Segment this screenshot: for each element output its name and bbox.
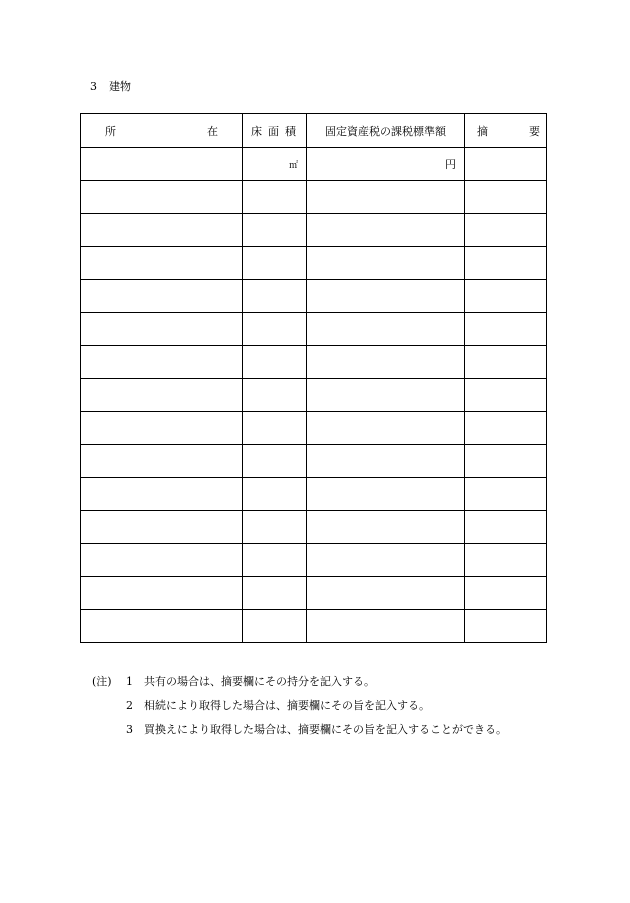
table-row: [81, 214, 547, 247]
location-cell[interactable]: [81, 313, 243, 346]
note-number: 3: [126, 723, 133, 736]
floor-area-cell[interactable]: [243, 610, 307, 643]
header-location-char-1: 所: [105, 124, 116, 138]
remarks-cell[interactable]: [465, 445, 547, 478]
header-remarks-char-1: 摘: [477, 124, 488, 138]
location-cell[interactable]: [81, 412, 243, 445]
table-row: [81, 247, 547, 280]
location-cell[interactable]: [81, 610, 243, 643]
header-tax-value: 固定資産税の課税標準額: [307, 114, 465, 148]
table-row: [81, 511, 547, 544]
remarks-cell[interactable]: [465, 148, 547, 181]
location-cell[interactable]: [81, 544, 243, 577]
yen-unit: 円: [445, 158, 456, 171]
remarks-cell[interactable]: [465, 181, 547, 214]
buildings-table: [80, 113, 547, 643]
note-item-3: [92, 718, 507, 742]
remarks-cell[interactable]: [465, 412, 547, 445]
section-heading: 建物: [109, 80, 131, 93]
table-row: [81, 610, 547, 643]
floor-area-cell[interactable]: [243, 412, 307, 445]
table-row: [81, 412, 547, 445]
section-title: [90, 80, 131, 94]
tax-value-cell[interactable]: [307, 544, 465, 577]
location-cell[interactable]: [81, 280, 243, 313]
location-cell[interactable]: [81, 181, 243, 214]
floor-area-cell[interactable]: [243, 214, 307, 247]
note-text: 共有の場合は、摘要欄にその持分を記入する。: [144, 675, 375, 688]
note-number: 1: [126, 675, 133, 688]
location-cell[interactable]: [81, 445, 243, 478]
table-row: [81, 577, 547, 610]
table-row: [81, 445, 547, 478]
note-item-2: [92, 694, 507, 718]
remarks-cell[interactable]: [465, 478, 547, 511]
floor-area-cell[interactable]: [243, 379, 307, 412]
header-floor-area-char-1: 床: [251, 124, 262, 138]
tax-value-cell[interactable]: [307, 181, 465, 214]
tax-value-cell[interactable]: [307, 412, 465, 445]
note-item-1: [92, 670, 507, 694]
tax-value-cell[interactable]: [307, 214, 465, 247]
note-text: 相続により取得した場合は、摘要欄にその旨を記入する。: [144, 699, 430, 712]
location-cell[interactable]: [81, 379, 243, 412]
table-row-first: [81, 148, 547, 181]
table-row: [81, 280, 547, 313]
header-remarks-char-2: 要: [529, 124, 540, 138]
remarks-cell[interactable]: [465, 346, 547, 379]
floor-area-cell[interactable]: [243, 544, 307, 577]
tax-value-cell[interactable]: [307, 148, 465, 181]
remarks-cell[interactable]: [465, 511, 547, 544]
notes-prefix: (注): [92, 675, 112, 688]
remarks-cell[interactable]: [465, 544, 547, 577]
floor-area-cell[interactable]: [243, 280, 307, 313]
header-floor-area: [243, 114, 307, 148]
table-row: [81, 346, 547, 379]
table-row: [81, 379, 547, 412]
header-location: [81, 114, 243, 148]
header-floor-area-char-3: 積: [285, 124, 296, 138]
location-cell[interactable]: [81, 214, 243, 247]
remarks-cell[interactable]: [465, 379, 547, 412]
tax-value-cell[interactable]: [307, 445, 465, 478]
table-row: [81, 544, 547, 577]
tax-value-cell[interactable]: [307, 379, 465, 412]
tax-value-cell[interactable]: [307, 247, 465, 280]
tax-value-cell[interactable]: [307, 280, 465, 313]
table-body: [81, 148, 547, 643]
remarks-cell[interactable]: [465, 280, 547, 313]
remarks-cell[interactable]: [465, 214, 547, 247]
floor-area-cell[interactable]: [243, 181, 307, 214]
floor-area-cell[interactable]: [243, 247, 307, 280]
header-location-char-2: 在: [207, 124, 218, 138]
note-number: 2: [126, 699, 133, 712]
location-cell[interactable]: [81, 478, 243, 511]
location-cell[interactable]: [81, 346, 243, 379]
floor-area-cell[interactable]: [243, 346, 307, 379]
location-cell[interactable]: [81, 577, 243, 610]
table-row: [81, 181, 547, 214]
section-number: 3: [90, 80, 97, 93]
notes-section: [92, 670, 507, 742]
tax-value-cell[interactable]: [307, 313, 465, 346]
tax-value-cell[interactable]: [307, 511, 465, 544]
header-remarks: [465, 114, 547, 148]
floor-area-cell[interactable]: [243, 478, 307, 511]
header-row: [81, 114, 547, 148]
location-cell[interactable]: [81, 511, 243, 544]
square-meter-unit: ㎡: [288, 161, 298, 171]
table-row: [81, 313, 547, 346]
table-row: [81, 478, 547, 511]
header-floor-area-char-2: 面: [268, 124, 279, 138]
floor-area-cell[interactable]: [243, 577, 307, 610]
remarks-cell[interactable]: [465, 313, 547, 346]
remarks-cell[interactable]: [465, 577, 547, 610]
floor-area-cell[interactable]: [243, 313, 307, 346]
tax-value-cell[interactable]: [307, 577, 465, 610]
floor-area-cell[interactable]: [243, 445, 307, 478]
location-cell[interactable]: [81, 247, 243, 280]
note-text: 買換えにより取得した場合は、摘要欄にその旨を記入することができる。: [144, 723, 507, 736]
tax-value-cell[interactable]: [307, 610, 465, 643]
floor-area-cell[interactable]: [243, 148, 307, 181]
remarks-cell[interactable]: [465, 247, 547, 280]
floor-area-cell[interactable]: [243, 511, 307, 544]
tax-value-cell[interactable]: [307, 346, 465, 379]
remarks-cell[interactable]: [465, 610, 547, 643]
location-cell[interactable]: [81, 148, 243, 181]
tax-value-cell[interactable]: [307, 478, 465, 511]
